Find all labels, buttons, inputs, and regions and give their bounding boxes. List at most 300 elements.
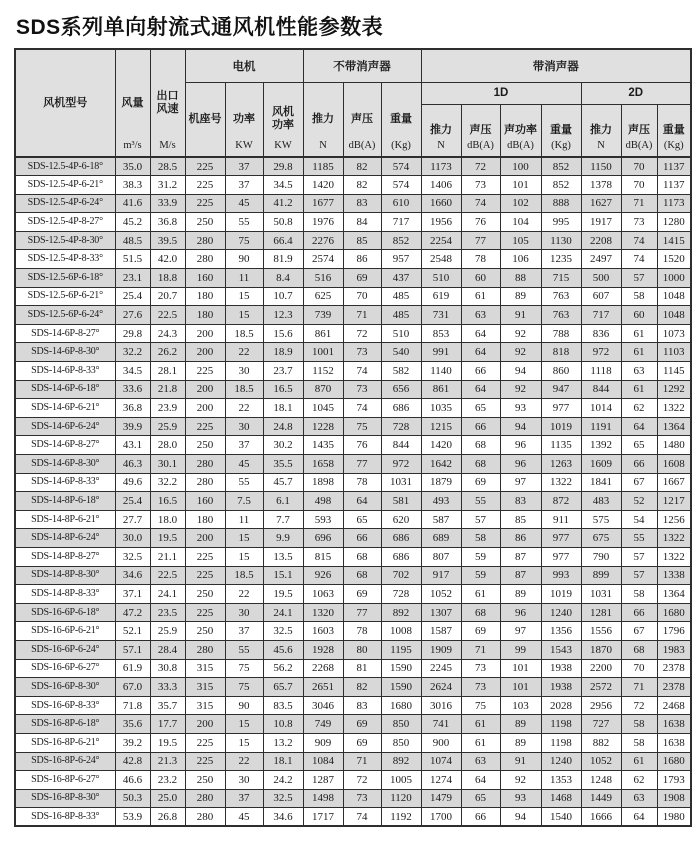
value-cell: 1909 [421,640,461,659]
value-cell: 97 [500,473,541,492]
outlet-speed-label-line2: 风速 [156,103,179,115]
value-cell: 46.6 [115,771,150,790]
value-cell: 23.7 [263,362,303,381]
value-cell: 66 [461,808,500,827]
2d-thrust-label: 推力 [590,123,612,136]
value-cell: 1256 [657,510,691,529]
value-cell: 53.9 [115,808,150,827]
value-cell: 6.1 [263,492,303,511]
fan-power-label-line1: 风机 [272,106,294,119]
power-label: 功率 [233,112,255,125]
outlet-speed-label-line1: 出口 [156,90,179,102]
value-cell: 93 [500,399,541,418]
value-cell: 926 [303,566,343,585]
value-cell: 18.1 [263,752,303,771]
value-cell: 75 [461,696,500,715]
value-cell: 28.4 [150,640,185,659]
value-cell: 41.6 [115,194,150,213]
model-cell: SDS-14-8P-8-30° [15,566,115,585]
weight-label: 重量 [390,112,412,125]
value-cell: 24.8 [263,417,303,436]
value-cell: 73 [461,659,500,678]
value-cell: 852 [541,176,581,195]
airflow-label: 风量 [121,96,144,109]
value-cell: 574 [381,157,421,176]
value-cell: 200 [185,715,225,734]
model-cell: SDS-14-6P-6-18° [15,380,115,399]
value-cell: 32.5 [263,622,303,641]
value-cell: 23.2 [150,771,185,790]
value-cell: 48.5 [115,231,150,250]
value-cell: 69 [343,269,381,288]
weight-unit: (Kg) [391,140,411,151]
value-cell: 574 [381,176,421,195]
value-cell: 1700 [421,808,461,827]
model-cell: SDS-12.5-6P-6-21° [15,287,115,306]
table-row [15,678,691,697]
value-cell: 75 [225,231,263,250]
value-cell: 49.6 [115,473,150,492]
model-cell: SDS-16-8P-8-33° [15,808,115,827]
value-cell: 1137 [657,176,691,195]
value-cell: 1364 [657,585,691,604]
fan-power-label-line2: 功率 [272,119,294,132]
value-cell: 250 [185,213,225,232]
value-cell: 89 [500,733,541,752]
value-cell: 250 [185,771,225,790]
value-cell: 250 [185,436,225,455]
value-cell: 59 [461,566,500,585]
value-cell: 39.5 [150,231,185,250]
value-cell: 1281 [581,603,621,622]
value-cell: 35.6 [115,715,150,734]
table-row [15,306,691,325]
value-cell: 225 [185,157,225,176]
value-cell: 8.4 [263,269,303,288]
value-cell: 32.5 [263,789,303,808]
value-cell: 1917 [581,213,621,232]
value-cell: 1198 [541,733,581,752]
model-cell: SDS-14-6P-6-21° [15,399,115,418]
value-cell: 69 [343,733,381,752]
model-cell: SDS-12.5-4P-6-18° [15,157,115,176]
value-cell: 1638 [657,733,691,752]
value-cell: 30.2 [263,436,303,455]
value-cell: 66.4 [263,231,303,250]
table-row [15,399,691,418]
table-body [15,157,691,826]
value-cell: 852 [541,157,581,176]
value-cell: 21.8 [150,380,185,399]
value-cell: 1435 [303,436,343,455]
col-header-2d-thrust [581,104,621,157]
value-cell: 65 [343,510,381,529]
value-cell: 20.7 [150,287,185,306]
value-cell: 22 [225,343,263,362]
model-cell: SDS-12.5-6P-6-18° [15,269,115,288]
value-cell: 37 [225,789,263,808]
value-cell: 37 [225,436,263,455]
2d-pressure-unit: dB(A) [625,140,653,151]
value-cell: 90 [225,250,263,269]
value-cell: 993 [541,566,581,585]
pressure-label: 声压 [351,112,373,125]
value-cell: 58 [621,585,657,604]
value-cell: 51.5 [115,250,150,269]
value-cell: 22.5 [150,306,185,325]
model-cell: SDS-16-6P-6-27° [15,659,115,678]
value-cell: 1150 [581,157,621,176]
value-cell: 65 [461,789,500,808]
value-cell: 86 [343,250,381,269]
model-cell: SDS-12.5-4P-8-33° [15,250,115,269]
model-cell: SDS-16-8P-6-27° [15,771,115,790]
1d-sound-power-unit: dB(A) [507,140,534,151]
value-cell: 1322 [657,399,691,418]
table-row [15,640,691,659]
table-row [15,566,691,585]
value-cell: 100 [500,157,541,176]
value-cell: 75 [225,659,263,678]
value-cell: 22 [225,585,263,604]
value-cell: 56.2 [263,659,303,678]
value-cell: 73 [461,176,500,195]
value-cell: 1356 [541,622,581,641]
value-cell: 34.5 [115,362,150,381]
value-cell: 1938 [541,678,581,697]
group-header-2d: 2D [581,82,691,104]
value-cell: 686 [381,399,421,418]
value-cell: 1173 [421,157,461,176]
value-cell: 882 [581,733,621,752]
value-cell: 74 [343,399,381,418]
table-row [15,547,691,566]
value-cell: 696 [303,529,343,548]
value-cell: 1274 [421,771,461,790]
value-cell: 94 [500,362,541,381]
value-cell: 61 [461,585,500,604]
value-cell: 19.5 [263,585,303,604]
value-cell: 1658 [303,455,343,474]
value-cell: 972 [581,343,621,362]
value-cell: 1019 [541,585,581,604]
performance-table [14,48,692,827]
value-cell: 103 [500,696,541,715]
value-cell: 61 [621,324,657,343]
value-cell: 82 [343,176,381,195]
table-row [15,585,691,604]
col-header-pressure [343,82,381,157]
value-cell: 2378 [657,659,691,678]
value-cell: 50.3 [115,789,150,808]
value-cell: 13.2 [263,733,303,752]
value-cell: 25.9 [150,622,185,641]
value-cell: 74 [343,808,381,827]
value-cell: 77 [343,455,381,474]
value-cell: 75 [225,678,263,697]
value-cell: 58 [621,287,657,306]
value-cell: 34.6 [263,808,303,827]
value-cell: 87 [500,566,541,585]
value-cell: 2200 [581,659,621,678]
value-cell: 92 [500,771,541,790]
value-cell: 73 [343,343,381,362]
value-cell: 200 [185,380,225,399]
value-cell: 593 [303,510,343,529]
value-cell: 3046 [303,696,343,715]
value-cell: 1680 [381,696,421,715]
value-cell: 34.5 [263,176,303,195]
value-cell: 1140 [421,362,461,381]
value-cell: 1556 [581,622,621,641]
value-cell: 27.6 [115,306,150,325]
value-cell: 66 [461,362,500,381]
value-cell: 29.8 [115,324,150,343]
value-cell: 83 [500,492,541,511]
table-row [15,194,691,213]
value-cell: 59 [461,547,500,566]
value-cell: 89 [500,585,541,604]
value-cell: 35.7 [150,696,185,715]
value-cell: 1118 [581,362,621,381]
value-cell: 917 [421,566,461,585]
value-cell: 1667 [657,473,691,492]
value-cell: 62 [621,771,657,790]
value-cell: 46.3 [115,455,150,474]
value-cell: 315 [185,659,225,678]
value-cell: 1928 [303,640,343,659]
value-cell: 61 [461,715,500,734]
value-cell: 977 [541,399,581,418]
value-cell: 64 [343,492,381,511]
value-cell: 1152 [303,362,343,381]
value-cell: 55 [225,640,263,659]
value-cell: 36.8 [115,399,150,418]
col-header-1d-pressure [461,104,500,157]
value-cell: 686 [381,529,421,548]
value-cell: 30.0 [115,529,150,548]
value-cell: 68 [621,640,657,659]
value-cell: 1120 [381,789,421,808]
value-cell: 225 [185,362,225,381]
value-cell: 91 [500,752,541,771]
value-cell: 844 [581,380,621,399]
table-row [15,752,691,771]
value-cell: 1073 [657,324,691,343]
value-cell: 18.5 [225,380,263,399]
value-cell: 45.6 [263,640,303,659]
value-cell: 1590 [381,659,421,678]
value-cell: 15.1 [263,566,303,585]
value-cell: 91 [500,306,541,325]
table-row [15,213,691,232]
power-unit: KW [235,140,253,151]
value-cell: 74 [461,194,500,213]
model-cell: SDS-14-6P-8-30° [15,455,115,474]
value-cell: 30 [225,362,263,381]
value-cell: 7.7 [263,510,303,529]
value-cell: 15 [225,529,263,548]
value-cell: 16.5 [150,492,185,511]
value-cell: 94 [500,417,541,436]
value-cell: 69 [343,715,381,734]
model-label: 风机型号 [43,96,88,109]
value-cell: 727 [581,715,621,734]
value-cell: 35.5 [263,455,303,474]
table-row [15,789,691,808]
value-cell: 852 [381,231,421,250]
table-row [15,529,691,548]
value-cell: 180 [185,510,225,529]
value-cell: 18.1 [263,399,303,418]
value-cell: 11 [225,269,263,288]
model-cell: SDS-12.5-4P-8-30° [15,231,115,250]
value-cell: 27.7 [115,510,150,529]
value-cell: 1680 [657,603,691,622]
fan-power-unit: KW [274,140,292,151]
value-cell: 92 [500,324,541,343]
model-cell: SDS-16-8P-8-30° [15,789,115,808]
value-cell: 1642 [421,455,461,474]
value-cell: 61 [461,287,500,306]
value-cell: 83 [343,696,381,715]
value-cell: 64 [461,380,500,399]
value-cell: 741 [421,715,461,734]
table-row [15,733,691,752]
value-cell: 1008 [381,622,421,641]
value-cell: 892 [381,603,421,622]
table-row [15,436,691,455]
value-cell: 1353 [541,771,581,790]
table-row [15,176,691,195]
value-cell: 625 [303,287,343,306]
value-cell: 82 [343,678,381,697]
value-cell: 1608 [657,455,691,474]
table-row [15,473,691,492]
2d-pressure-label: 声压 [628,123,650,136]
1d-pressure-unit: dB(A) [467,140,494,151]
model-cell: SDS-14-6P-8-33° [15,362,115,381]
value-cell: 32.5 [115,547,150,566]
value-cell: 70 [621,659,657,678]
value-cell: 225 [185,176,225,195]
value-cell: 12.3 [263,306,303,325]
value-cell: 675 [581,529,621,548]
table-row [15,417,691,436]
value-cell: 61 [621,343,657,362]
value-cell: 22 [225,752,263,771]
model-cell: SDS-16-6P-6-18° [15,603,115,622]
value-cell: 200 [185,399,225,418]
value-cell: 101 [500,678,541,697]
value-cell: 1240 [541,752,581,771]
table-row [15,492,691,511]
value-cell: 45 [225,808,263,827]
group-header-1d: 1D [421,82,581,104]
value-cell: 2245 [421,659,461,678]
value-cell: 92 [500,380,541,399]
2d-weight-label: 重量 [662,123,685,136]
value-cell: 73 [621,213,657,232]
value-cell: 45 [225,194,263,213]
value-cell: 37 [225,157,263,176]
value-cell: 1322 [657,547,691,566]
value-cell: 1052 [421,585,461,604]
value-cell: 1195 [381,640,421,659]
value-cell: 888 [541,194,581,213]
table-row [15,231,691,250]
value-cell: 72 [621,696,657,715]
model-cell: SDS-16-8P-6-24° [15,752,115,771]
value-cell: 35.0 [115,157,150,176]
value-cell: 70 [621,176,657,195]
value-cell: 483 [581,492,621,511]
value-cell: 1392 [581,436,621,455]
table-row [15,771,691,790]
value-cell: 689 [421,529,461,548]
value-cell: 1287 [303,771,343,790]
value-cell: 71 [621,194,657,213]
value-cell: 620 [381,510,421,529]
value-cell: 1898 [303,473,343,492]
value-cell: 61.9 [115,659,150,678]
value-cell: 45.2 [115,213,150,232]
value-cell: 870 [303,380,343,399]
value-cell: 991 [421,343,461,362]
value-cell: 1048 [657,306,691,325]
value-cell: 71 [343,306,381,325]
value-cell: 2254 [421,231,461,250]
value-cell: 78 [343,622,381,641]
value-cell: 225 [185,417,225,436]
value-cell: 76 [343,436,381,455]
value-cell: 86 [500,529,541,548]
value-cell: 72 [461,157,500,176]
value-cell: 10.8 [263,715,303,734]
value-cell: 10.7 [263,287,303,306]
value-cell: 1215 [421,417,461,436]
value-cell: 18.5 [225,566,263,585]
value-cell: 106 [500,250,541,269]
value-cell: 57.1 [115,640,150,659]
value-cell: 93 [500,789,541,808]
value-cell: 739 [303,306,343,325]
value-cell: 1320 [303,603,343,622]
value-cell: 78 [343,473,381,492]
value-cell: 13.5 [263,547,303,566]
value-cell: 225 [185,752,225,771]
value-cell: 1841 [581,473,621,492]
value-cell: 58 [621,733,657,752]
value-cell: 18.9 [263,343,303,362]
value-cell: 28.1 [150,362,185,381]
value-cell: 717 [581,306,621,325]
value-cell: 22.5 [150,566,185,585]
value-cell: 9.9 [263,529,303,548]
value-cell: 1074 [421,752,461,771]
model-cell: SDS-14-6P-8-27° [15,436,115,455]
value-cell: 1240 [541,603,581,622]
value-cell: 1052 [581,752,621,771]
value-cell: 52.1 [115,622,150,641]
value-cell: 64 [461,343,500,362]
value-cell: 83.5 [263,696,303,715]
col-header-outlet-speed [150,49,185,157]
model-cell: SDS-16-6P-6-21° [15,622,115,641]
value-cell: 24.3 [150,324,185,343]
value-cell: 58 [621,715,657,734]
value-cell: 587 [421,510,461,529]
